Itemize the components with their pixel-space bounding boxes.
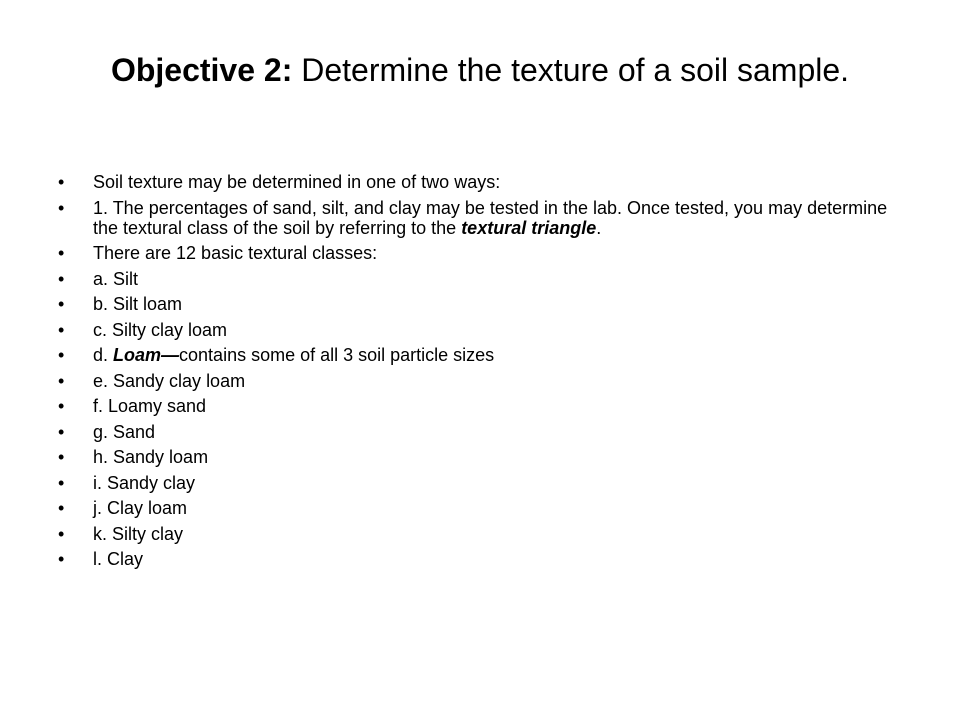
- list-item: [58, 269, 908, 289]
- list-item: [58, 172, 908, 192]
- bullet-text: Soil texture may be determined in one of two ways:: [93, 172, 501, 192]
- class-item-description: contains some of all 3 soil particle sizes: [179, 345, 495, 365]
- list-item: [58, 396, 908, 416]
- list-item: [58, 549, 908, 569]
- class-item-text: c. Silty clay loam: [93, 319, 228, 340]
- list-item: [58, 243, 908, 263]
- list-item: [58, 422, 908, 442]
- bullet-text: 1. The percentages of sand, silt, and clay may be tested in the lab. Once tested, you may determine the textural class of the soil by referring to the: [93, 197, 888, 238]
- list-item: [58, 320, 908, 340]
- bullet-text-end: .: [596, 217, 602, 238]
- list-item: [58, 498, 908, 518]
- bullet-marker: •: [58, 172, 65, 192]
- class-item-text: j. Clay loam: [93, 498, 188, 518]
- bullet-marker: •: [58, 268, 65, 289]
- bullet-marker: •: [58, 421, 65, 442]
- class-item-text: f. Loamy sand: [93, 396, 207, 416]
- list-item: [58, 371, 908, 391]
- class-item-text: g. Sand: [93, 421, 156, 442]
- bullet-text: There are 12 basic textural classes:: [93, 243, 378, 263]
- bullet-marker: •: [58, 197, 65, 218]
- class-item-text: i. Sandy clay: [93, 472, 196, 493]
- list-item: [58, 294, 908, 314]
- class-item-text: e. Sandy clay loam: [93, 370, 246, 391]
- list-item: [58, 198, 908, 238]
- bullet-marker: •: [58, 498, 65, 518]
- class-item-text: k. Silty clay: [93, 523, 184, 544]
- emphasized-term: Loam—: [113, 345, 180, 365]
- bullet-marker: •: [58, 345, 65, 365]
- bullet-marker: •: [58, 396, 65, 416]
- slide-title: [90, 48, 870, 92]
- list-item: [58, 447, 908, 467]
- title-text: Determine the texture of a soil sample.: [292, 52, 850, 88]
- bullet-marker: •: [58, 243, 65, 263]
- emphasized-term: textural triangle: [461, 217, 597, 238]
- list-item: [58, 345, 908, 365]
- bullet-marker: •: [58, 549, 65, 569]
- bullet-marker: •: [58, 294, 65, 314]
- list-item: [58, 524, 908, 544]
- bullet-list: [58, 172, 908, 575]
- list-item: [58, 473, 908, 493]
- bullet-marker: •: [58, 523, 65, 544]
- bullet-marker: •: [58, 447, 65, 467]
- title-label: Objective 2:: [110, 52, 293, 88]
- class-item-text: a. Silt: [93, 268, 139, 289]
- class-item-text: h. Sandy loam: [93, 447, 209, 467]
- class-item-prefix: d.: [93, 345, 114, 365]
- class-item-text: l. Clay: [93, 549, 144, 569]
- bullet-marker: •: [58, 472, 65, 493]
- bullet-marker: •: [58, 370, 65, 391]
- bullet-marker: •: [58, 319, 65, 340]
- class-item-text: b. Silt loam: [93, 294, 183, 314]
